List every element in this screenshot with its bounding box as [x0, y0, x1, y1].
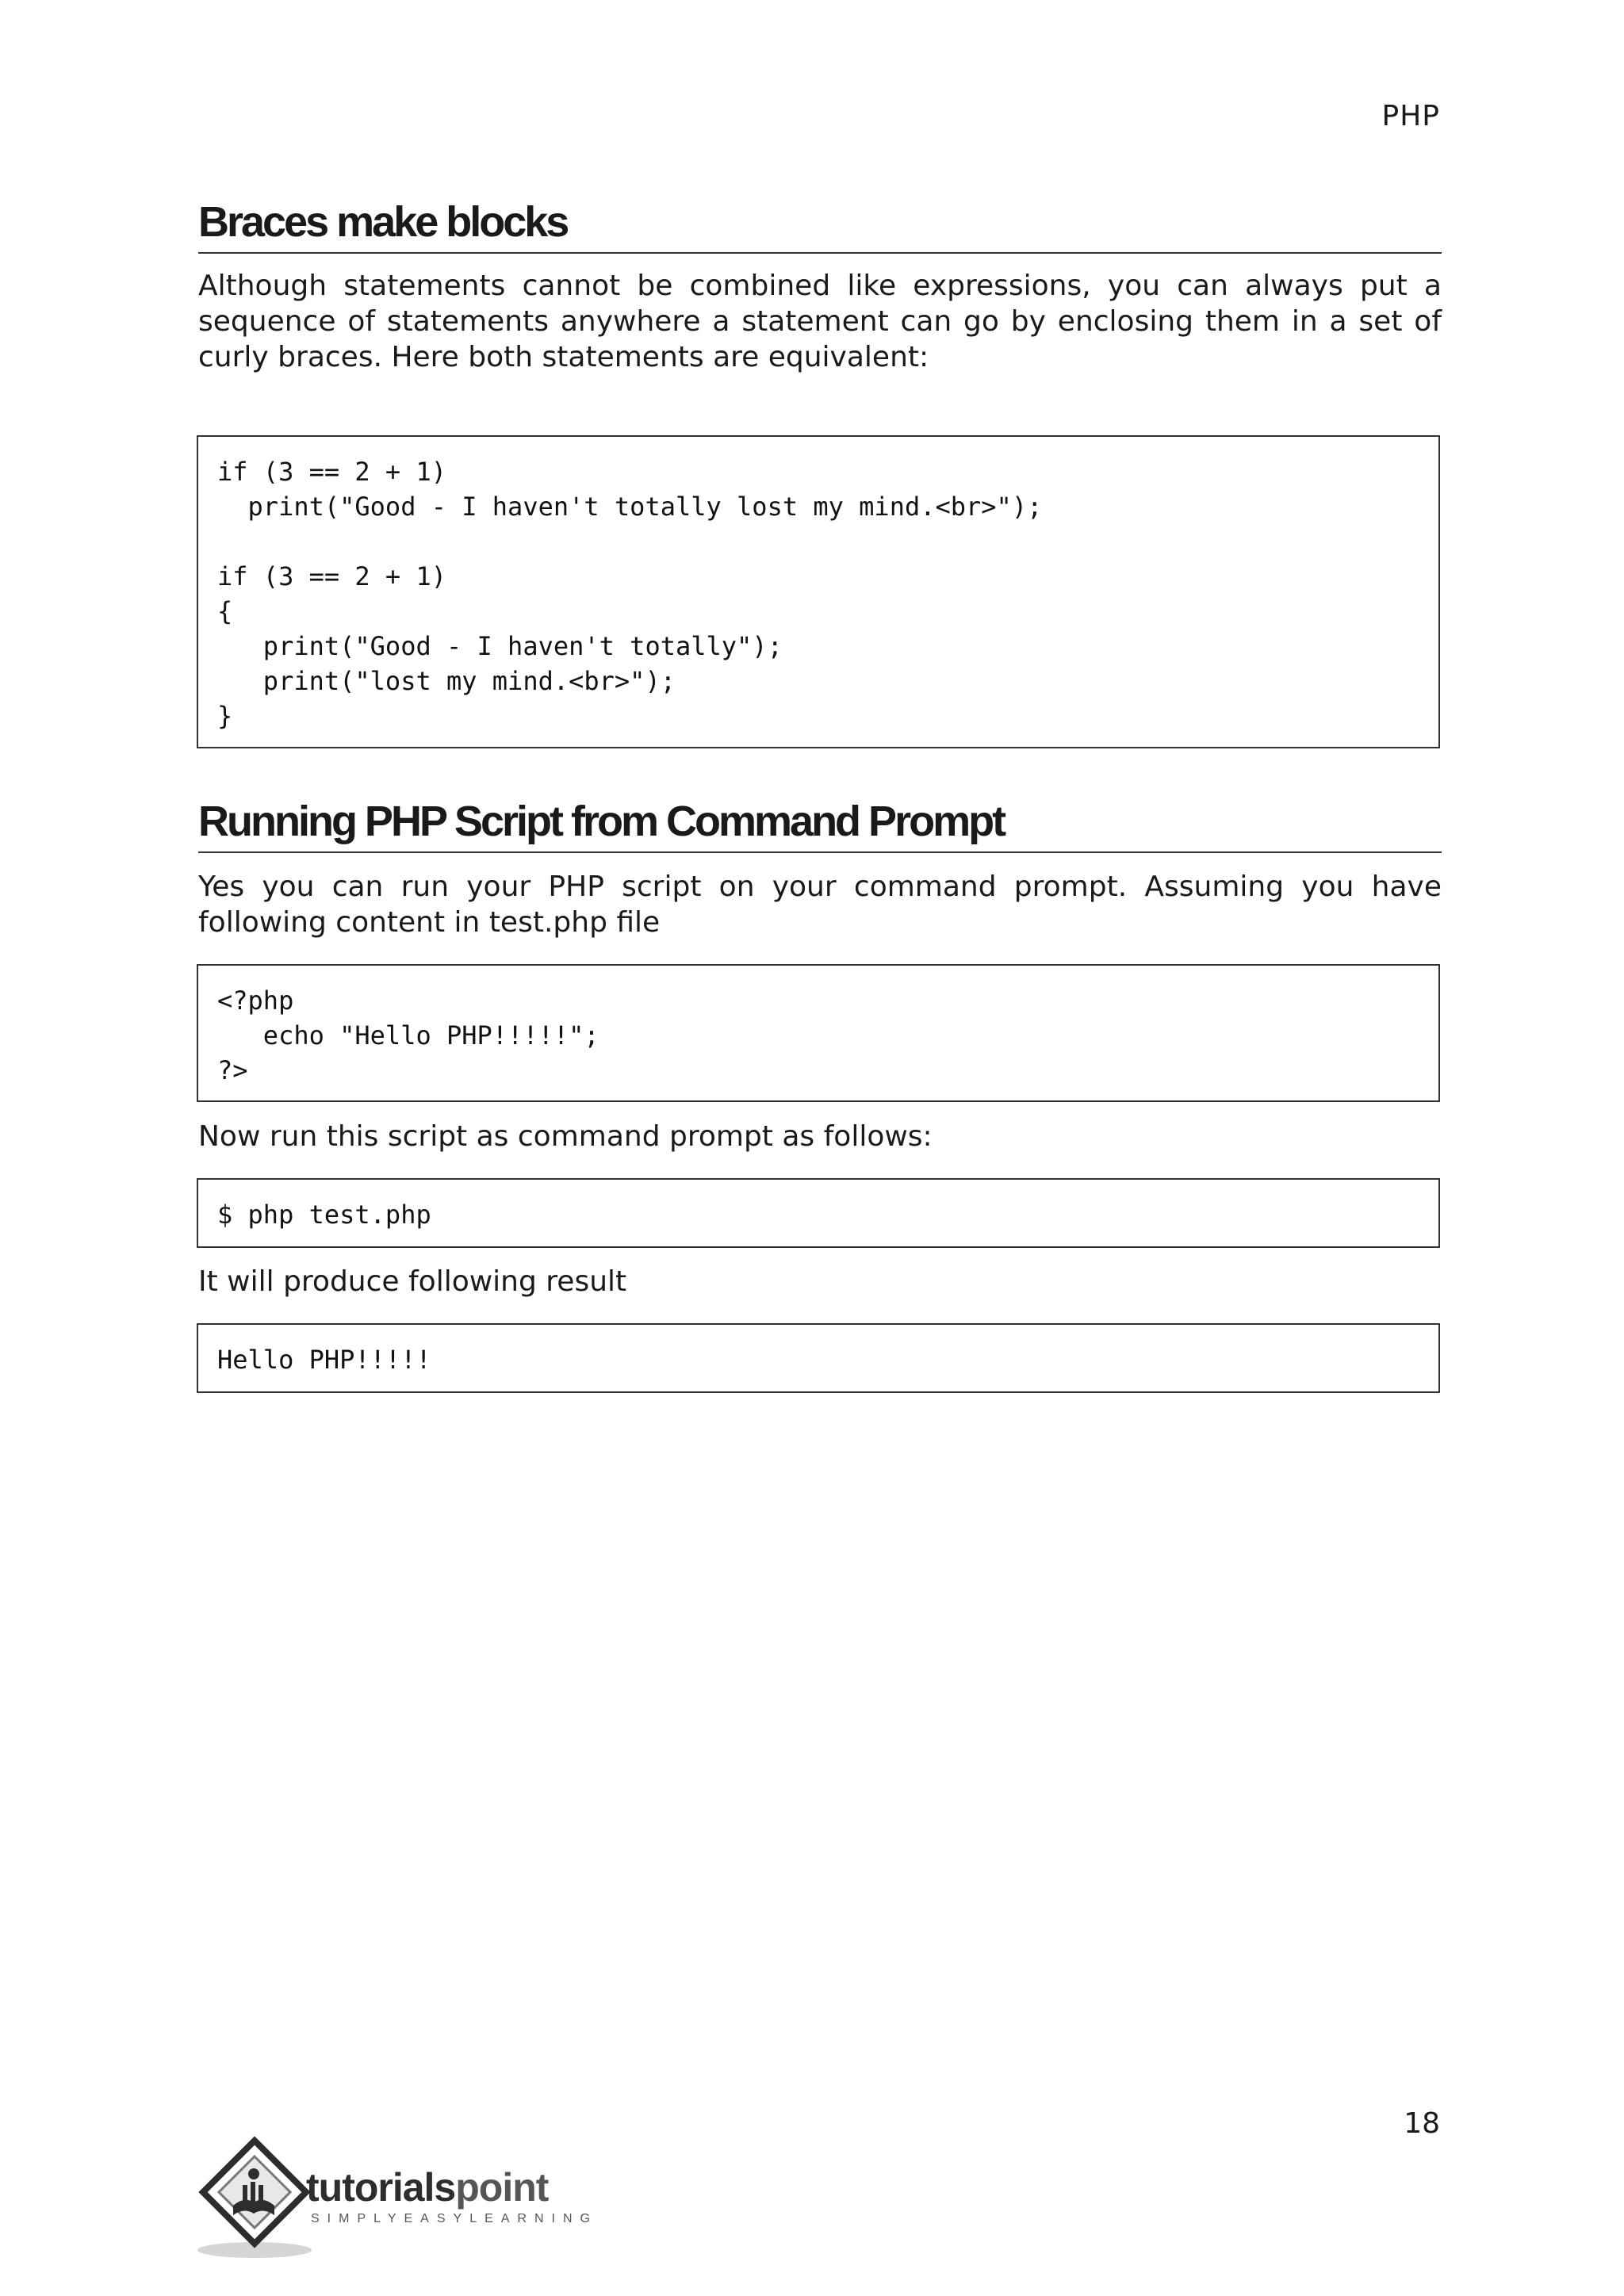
running-header: PHP	[1381, 100, 1440, 132]
logo-diamond-icon	[195, 2133, 314, 2260]
paragraph-result: It will produce following result	[198, 1265, 627, 1298]
code-block-command: $ php test.php	[197, 1178, 1440, 1248]
tutorialspoint-logo	[195, 2133, 607, 2260]
code-block-braces: if (3 == 2 + 1) print("Good - I haven't totally lost my mind.<br>"); if (3 == 2 + 1) { print("Good - I haven't totally"); print("lost my mind.<br>"); }	[197, 435, 1440, 748]
section-heading-command-prompt: Running PHP Script from Command Prompt	[198, 798, 1442, 853]
section-heading-braces: Braces make blocks	[198, 198, 1442, 254]
logo-wordmark-part1: tutorials	[306, 2165, 456, 2210]
logo-wordmark	[306, 2164, 548, 2210]
page-number: 18	[1404, 2107, 1440, 2140]
logo-tagline: SIMPLYEASYLEARNING	[311, 2212, 598, 2225]
code-block-output: Hello PHP!!!!!	[197, 1323, 1440, 1393]
logo-wordmark-part2: point	[455, 2165, 549, 2210]
section-paragraph-braces: Although statements cannot be combined like expressions, you can always put a sequence of statements anywhere a statement can go by enclosing them in a set of curly braces. Here both statements are equivalent:	[198, 270, 1442, 373]
section-paragraph-command-prompt: Yes you can run your PHP script on your command prompt. Assuming you have following content in test.php file	[198, 871, 1442, 939]
code-block-test-php: <?php echo "Hello PHP!!!!!"; ?>	[197, 964, 1440, 1102]
paragraph-run-script: Now run this script as command prompt as follows:	[198, 1120, 933, 1153]
